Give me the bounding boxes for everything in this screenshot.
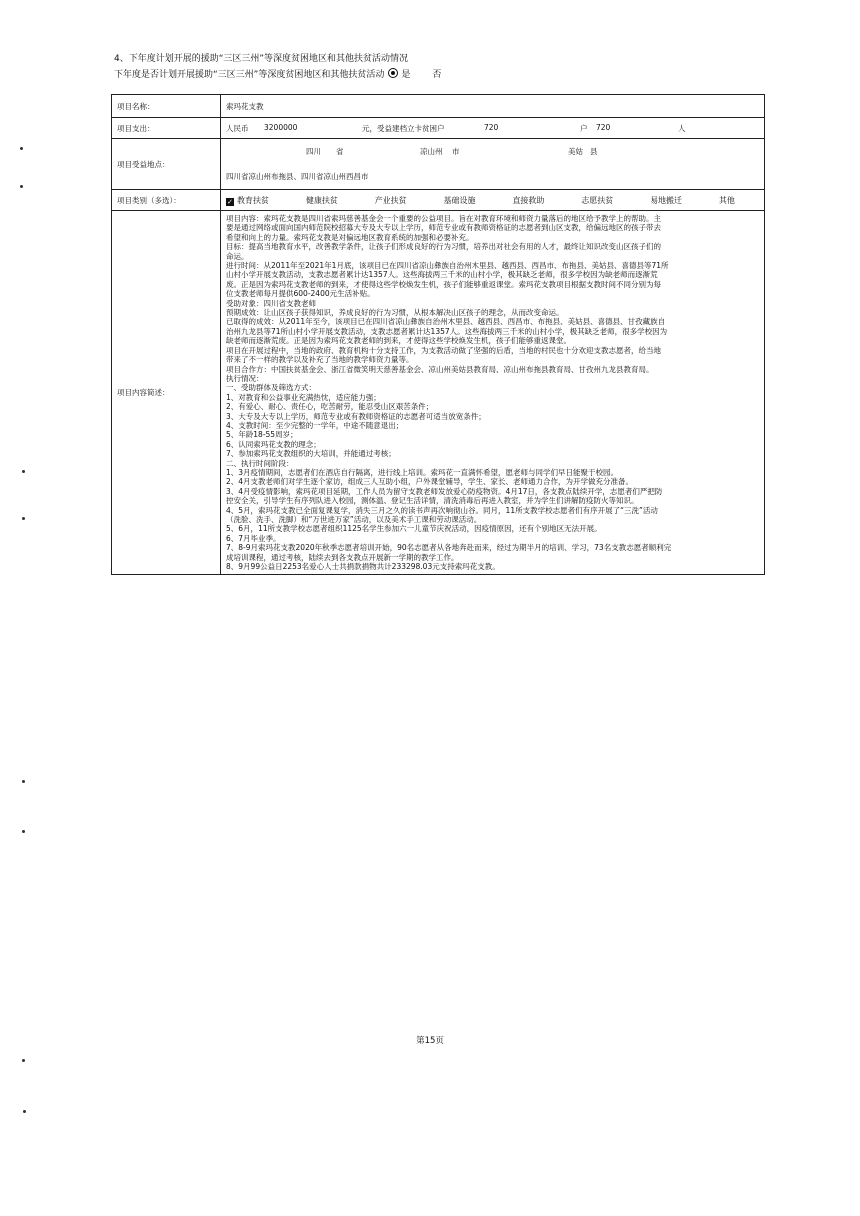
category-option[interactable]: ✓ 教育扶贫 — [227, 195, 269, 206]
content-line: 成培训课程，通过考核，陆续去到各支教点开展新一学期的教学工作。 — [226, 552, 459, 562]
person-unit: 人 — [678, 123, 686, 133]
city-unit: 市 — [452, 147, 460, 156]
option-no-label: 否 — [432, 70, 442, 80]
content-line: 7、8-9月索玛花支教2020年秋季志愿者培训开始，90名志愿者从各地奔赴而来，经过为期半月的培训、学习，73名支教志愿者顺利完 — [226, 543, 672, 553]
content-line: 6、认同索玛花支教的理念； — [226, 439, 321, 449]
project-content-body — [221, 211, 765, 575]
category-option[interactable]: 志愿扶贫 — [581, 195, 614, 205]
plan-question — [114, 68, 441, 81]
row-project-category — [112, 190, 765, 211]
content-line: 山村小学开展支教活动，支教志愿者累计达1357人。这些海拔两三千米的山村小学，极其缺乏老师，很多学校因为缺老师而逐渐荒 — [226, 270, 658, 280]
scan-dot — [23, 1110, 26, 1113]
content-line: 6、7月毕业季。 — [226, 533, 281, 543]
category-option[interactable]: 产业扶贫 — [374, 195, 407, 205]
content-line: 7、参加索玛花支教组织的大培训，并能通过考核； — [226, 449, 396, 459]
row-project-location — [112, 139, 765, 190]
plan-question-text: 下年度是否计划开展援助“三区三州”等深度贫困地区和其他扶贫活动 — [114, 70, 385, 80]
scan-dot — [22, 780, 25, 783]
currency-label: 人民币 — [226, 123, 249, 133]
category-option[interactable]: 其他 — [718, 195, 735, 205]
content-line: 希望和向上的力量。索玛花支教是对偏远地区教育系统的加强和必要补充。 — [226, 232, 474, 242]
county-unit: 县 — [590, 147, 598, 156]
content-line: 治州九龙县等71所山村小学开展支教活动，支教志愿者累计达1357人。这些海拔两三千米的山村小学，极其缺乏老师，很多学校因为 — [226, 326, 668, 336]
scan-dot — [22, 830, 25, 833]
content-line: 项目内容：索玛花支教是四川省索玛慈善基金会一个重要的公益项目。旨在对教育环境和师资力量落后的地区给予教学上的帮助。主 — [226, 214, 661, 223]
county-name: 美姑 — [568, 147, 583, 156]
row-project-content — [112, 211, 765, 575]
content-line: 5、年龄18-55周岁； — [226, 430, 298, 440]
content-line: 1、对教育和公益事业充满热忱，适应能力强； — [226, 392, 381, 402]
radio-yes-icon[interactable] — [388, 68, 398, 78]
content-line: 预期成效：让山区孩子获得知识，养成良好的行为习惯，从根本解决山区孩子的理念，从而改变命运。 — [226, 308, 564, 318]
category-option[interactable]: 基础设施 — [443, 195, 476, 205]
project-location-label: 项目受益地点： — [112, 139, 221, 190]
project-name-value: 索玛花支教 — [221, 95, 765, 118]
scan-dot — [22, 470, 25, 473]
content-line: 目标：提高当地教育水平，改善教学条件，让孩子们形成良好的行为习惯，培养出对社会有用的人才，最终让知识改变山区孩子们的 — [226, 242, 661, 252]
content-line: 1、3月疫情期间，志愿者们在酒店自行隔离，进行线上培训。索玛花一直满怀希望，愿老师与同学们早日能聚于校园。 — [226, 467, 619, 477]
content-line: 2、4月支教老师们对学生逐个家访，组成三人互助小组，户外课堂辅导，学生、家长、老师通力合作，为开学做充分准备。 — [226, 477, 634, 487]
row-project-name — [112, 95, 765, 118]
project-category-label: 项目类别（多选）： — [112, 190, 221, 211]
scan-dot — [22, 517, 25, 520]
household-unit: 户 — [580, 123, 588, 133]
category-option[interactable]: 直接救助 — [512, 195, 545, 205]
content-line: 3、4月受疫情影响，索玛花项目延期，工作人员为留守支教老师发放爱心防疫物资。4月17日，各支教点陆续开学，志愿者们严把防 — [226, 486, 663, 496]
prefecture-name: 凉山州 — [420, 147, 443, 156]
row-project-expense — [112, 118, 765, 139]
scan-dot — [22, 1059, 25, 1062]
content-line: 废。正是因为索玛花支教老师的到来，才使得这些学校焕发生机，孩子们能够重返课堂。索玛花支教项目根据支教时间不同分别为每 — [226, 279, 661, 289]
province-unit: 省 — [336, 147, 344, 156]
content-line: 位支教老师每月提供600-2400元生活补贴。 — [226, 289, 375, 299]
scan-dot — [20, 185, 23, 188]
content-line: 4、支教时间：至少完整的一学年，中途不随意退出； — [226, 420, 404, 430]
project-content-label: 项目内容简述： — [112, 211, 221, 575]
project-expense-label: 项目支出： — [112, 118, 221, 139]
content-line: 5、6月，11所支教学校志愿者组织1125名学生参加六一儿童节庆祝活动，因疫情原因，还有个别地区无法开展。 — [226, 524, 602, 534]
content-line: 项目在开展过程中，当地的政府、教育机构十分支持工作，为支教活动做了坚强的后盾，当地的村民也十分欢迎支教志愿者，给当地 — [226, 345, 661, 355]
content-line: 3、大专及大专以上学历，师范专业或有教师资格证的志愿者可适当放宽条件； — [226, 411, 486, 421]
content-line: 控安全关，引导学生有序列队进入校园，测体温、登记生活详情，清洗消毒后再进入教室，并为学生们讲解防疫防火等知识。 — [226, 496, 639, 506]
content-line: 进行时间：从2011年至2021年1月底，该项目已在四川省凉山彝族自治州木里县、越西县、西昌市、布拖县、美姑县、喜德县等71所 — [226, 261, 669, 271]
content-line: 命运。 — [226, 251, 249, 261]
content-line: 执行情况： — [226, 373, 264, 383]
project-name-label: 项目名称： — [112, 95, 221, 118]
checkbox-checked-icon[interactable]: ✓ — [227, 197, 233, 206]
person-count: 720 — [596, 122, 611, 132]
project-category-options — [221, 190, 765, 211]
content-line: 二、执行时间阶段： — [226, 458, 294, 468]
project-expense-value — [221, 118, 765, 139]
location-detail: 四川省凉山州布拖县、四川省凉山州西昌市 — [226, 172, 369, 181]
section-heading: 4、下年度计划开展的援助“三区三州”等深度贫困地区和其他扶贫活动情况 — [114, 54, 409, 64]
content-line: 缺老师而逐渐荒废。正是因为索玛花支教老师的到来，才使得这些学校焕发生机，孩子们能够重返课堂。 — [226, 336, 571, 346]
content-line: 2、有爱心、耐心、责任心，吃苦耐劳，能忍受山区艰苦条件； — [226, 402, 434, 412]
expense-amount: 3200000 — [264, 122, 298, 132]
page-number: 第15页 — [416, 1036, 444, 1046]
expense-unit-text: 元，受益建档立卡贫困户 — [362, 123, 445, 133]
project-location-value — [221, 139, 765, 190]
content-line: 受助对象：四川省支教老师 — [226, 298, 316, 308]
content-line: 带来了不一样的教学以及补充了当地的教学师资力量等。 — [226, 355, 414, 365]
scan-dot — [20, 147, 23, 150]
content-line: （洗脸、洗手、洗脚）和“万世进万家”活动，以及美术手工课和劳动课活动。 — [226, 515, 482, 524]
category-option[interactable]: 易地搬迁 — [650, 195, 683, 205]
province-name: 四川 — [306, 147, 321, 156]
option-yes-label: 是 — [401, 70, 411, 80]
content-line: 要是通过网络或面向国内师范院校招募大专及大专以上学历，师范专业或有教师资格证的志愿者到山区支教，给偏远地区的孩子带去 — [226, 223, 661, 233]
household-count: 720 — [484, 122, 499, 132]
content-line: 已取得的成效：从2011年至今，该项目已在四川省凉山彝族自治州木里县、越西县、西昌市、布拖县、美姑县、喜德县、甘孜藏族自 — [226, 317, 666, 327]
category-option[interactable]: 健康扶贫 — [305, 195, 338, 205]
content-line: 8、9月99公益日2253名爱心人士共捐款捐物共计233298.03元支持索玛花支教。 — [226, 562, 500, 572]
content-line: 项目合作方：中国扶贫基金会、浙江省微笑明天慈善基金会、凉山州美姑县教育局、凉山州布拖县教育局、甘孜州九龙县教育局。 — [226, 364, 654, 374]
content-line: 一、受助群体及筛选方式： — [226, 383, 316, 393]
project-table — [111, 94, 765, 575]
content-line: 4、5月，索玛花支教已全面复课复学，消失三月之久的读书声再次响彻山谷。同月，11所支教学校志愿者们有序开展了“三洗”活动 — [226, 505, 658, 515]
